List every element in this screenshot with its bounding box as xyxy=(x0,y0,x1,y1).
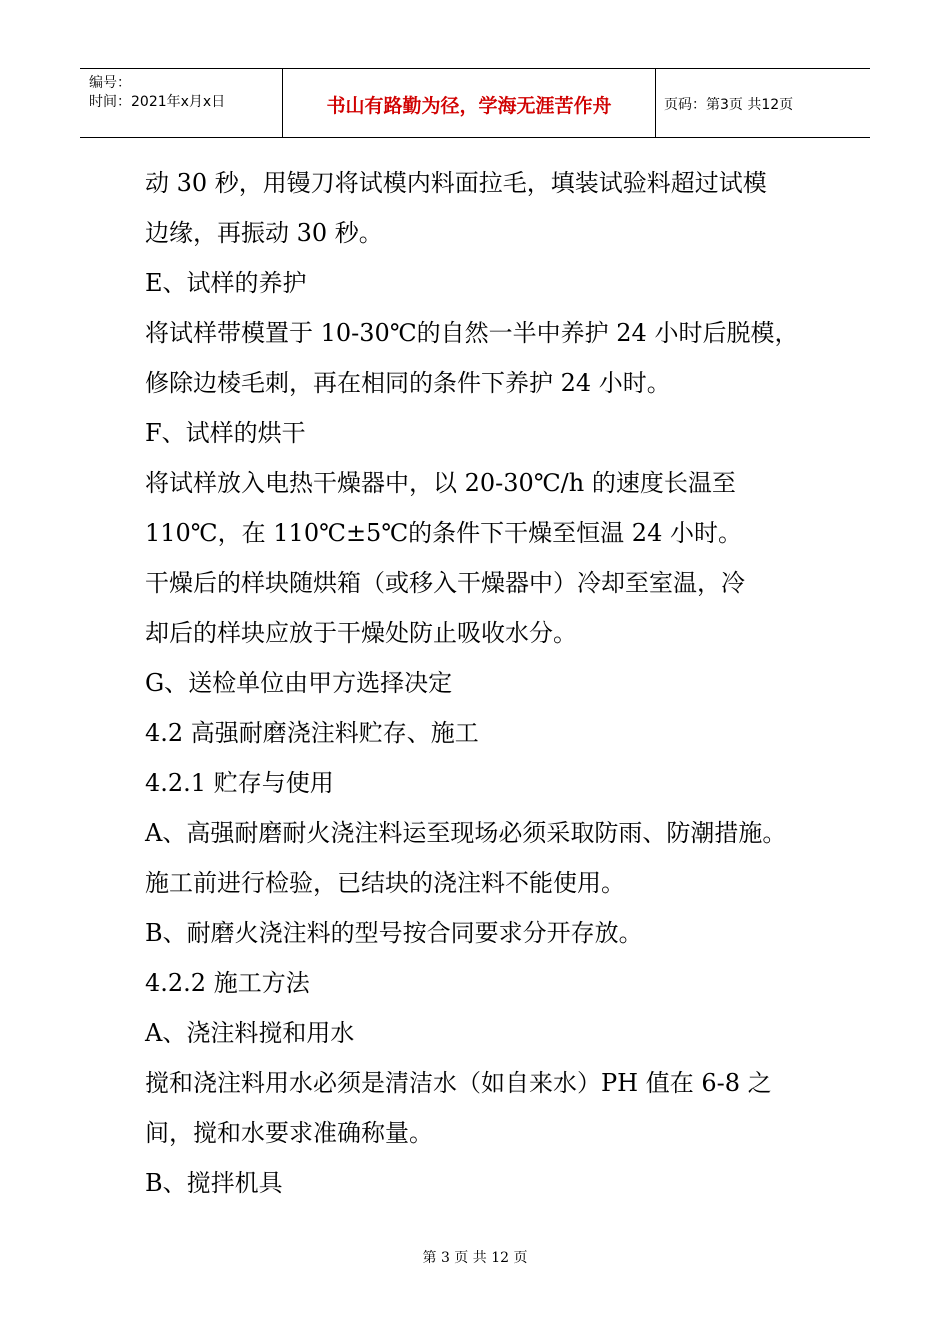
body-line: A、高强耐磨耐火浇注料运至现场必须采取防雨、防潮措施。 xyxy=(145,819,787,847)
header-page-info: 页码：第3页 共12页 xyxy=(664,97,794,113)
page-header xyxy=(80,68,870,138)
header-meta-cell xyxy=(80,69,283,137)
section-heading: 4.2 高强耐磨浇注料贮存、施工 xyxy=(145,719,479,747)
section-heading: E、试样的养护 xyxy=(145,269,307,297)
body-line: 间，搅和水要求准确称量。 xyxy=(145,1119,433,1147)
body-line: 将试样放入电热干燥器中，以 20-30℃/h 的速度长温至 xyxy=(145,469,736,497)
body-line: 修除边棱毛刺，再在相同的条件下养护 24 小时。 xyxy=(145,369,671,397)
body-line: B、耐磨火浇注料的型号按合同要求分开存放。 xyxy=(145,919,643,947)
body-line: 110℃，在 110℃±5℃的条件下干燥至恒温 24 小时。 xyxy=(145,519,742,547)
body-line: 将试样带模置于 10-30℃的自然一半中养护 24 小时后脱模， xyxy=(145,319,799,347)
section-heading: G、送检单位由甲方选择决定 xyxy=(145,669,453,697)
body-line: 搅和浇注料用水必须是清洁水（如自来水）PH 值在 6-8 之 xyxy=(145,1069,772,1097)
body-line: 施工前进行检验，已结块的浇注料不能使用。 xyxy=(145,869,625,897)
page-footer: 第 3 页 共 12 页 xyxy=(422,1250,528,1266)
body-line: 边缘，再振动 30 秒。 xyxy=(145,219,383,247)
document-time-label: 时间：2021年x月x日 xyxy=(89,94,226,110)
header-motto: 书山有路勤为径，学海无涯苦作舟 xyxy=(326,95,612,117)
document-body xyxy=(145,158,810,1208)
body-line: 动 30 秒，用镘刀将试模内料面拉毛，填装试验料超过试模 xyxy=(145,169,767,197)
body-line: 却后的样块应放于干燥处防止吸收水分。 xyxy=(145,619,577,647)
section-heading: F、试样的烘干 xyxy=(145,419,306,447)
header-motto-cell xyxy=(283,69,656,137)
header-page-cell xyxy=(656,69,870,137)
section-heading: A、浇注料搅和用水 xyxy=(145,1019,355,1047)
document-number-label: 编号： xyxy=(89,75,131,91)
section-heading: 4.2.2 施工方法 xyxy=(145,969,310,997)
section-heading: B、搅拌机具 xyxy=(145,1169,283,1197)
section-heading: 4.2.1 贮存与使用 xyxy=(145,769,334,797)
body-line: 干燥后的样块随烘箱（或移入干燥器中）冷却至室温，冷 xyxy=(145,569,745,597)
